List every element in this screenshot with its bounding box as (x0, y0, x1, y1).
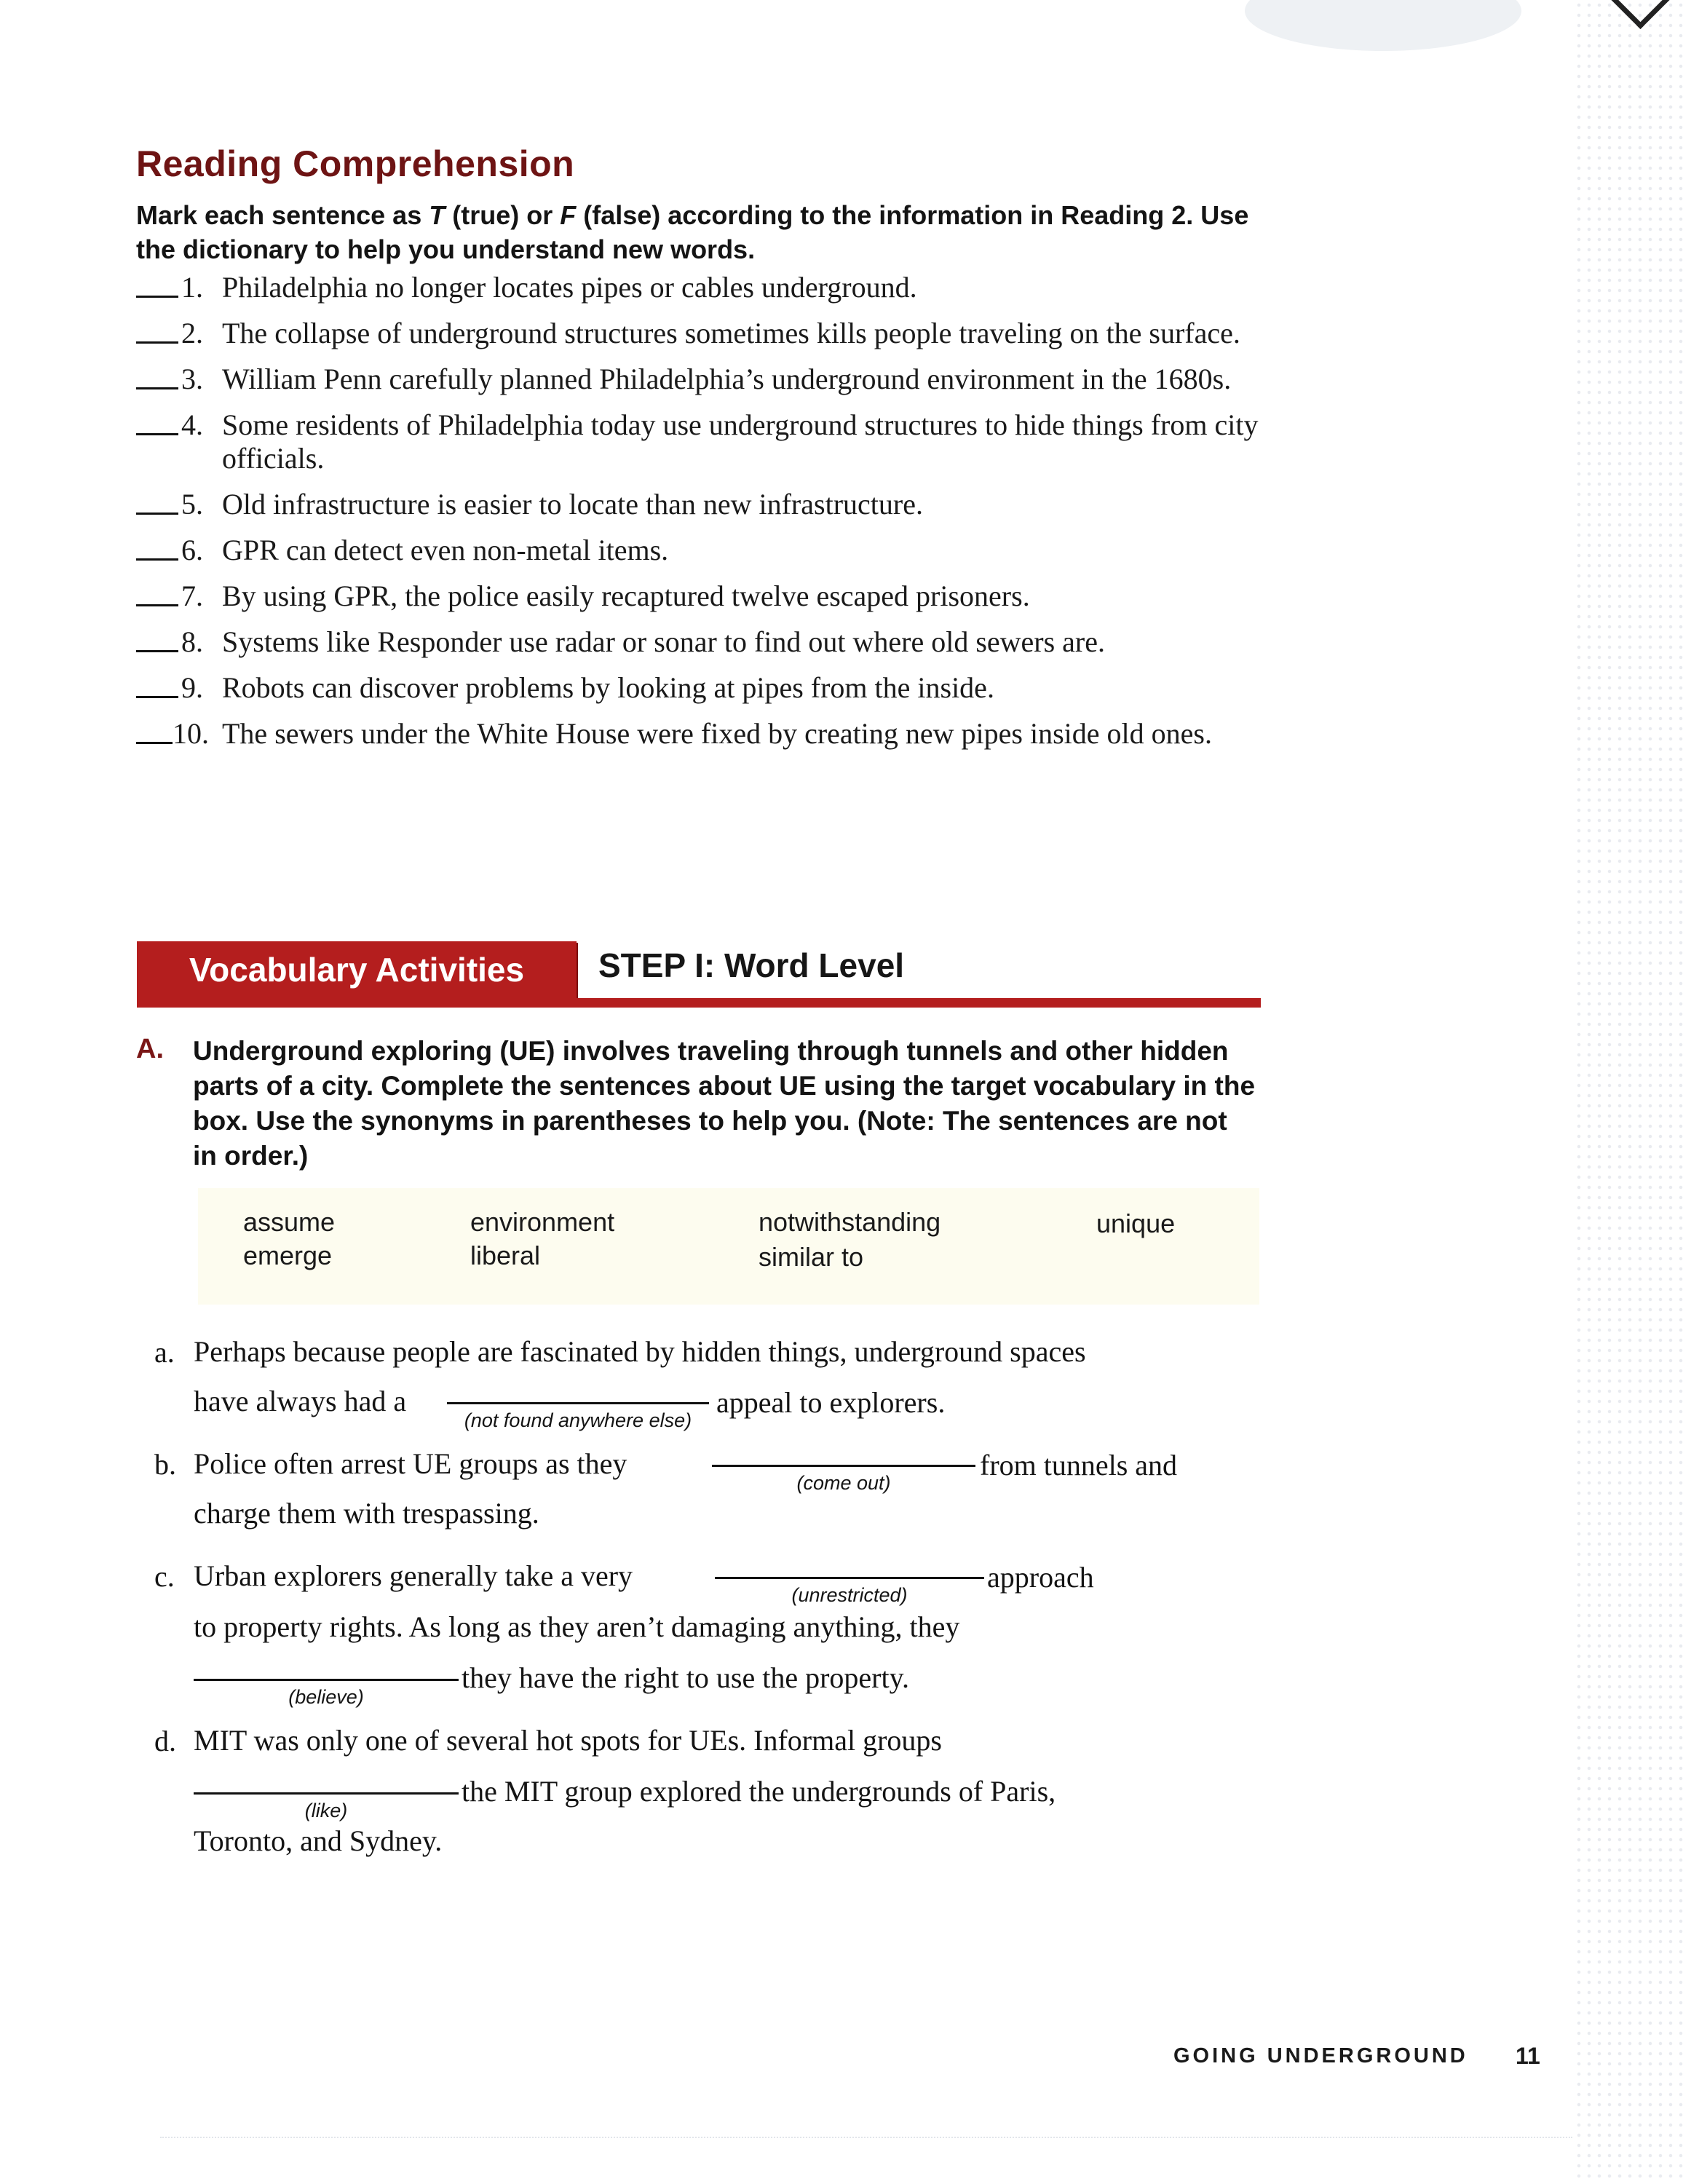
word-box-item: emerge (243, 1241, 333, 1270)
item-number: 2. (181, 317, 203, 349)
question-text: appeal to explorers. (716, 1386, 946, 1419)
item-text: Some residents of Philadelphia today use underground structures to hide things from city officials. (222, 408, 1259, 475)
list-item (136, 317, 1264, 350)
answer-blank[interactable] (136, 650, 178, 652)
page-edge-texture (1574, 0, 1683, 2184)
word-box-item: environment (470, 1207, 615, 1237)
question-text: to property rights. As long as they aren’t damaging anything, they (194, 1610, 960, 1643)
vocabulary-tab-label: Vocabulary Activities (137, 941, 577, 998)
item-text: Old infrastructure is easier to locate than new infrastructure. (222, 488, 923, 521)
instructions-false-letter: F (560, 200, 577, 230)
answer-blank[interactable] (136, 604, 178, 606)
answer-blank[interactable] (136, 558, 178, 561)
instructions-part: Mark each sentence as (136, 200, 429, 230)
instructions-part: (true) or (445, 200, 561, 230)
instructions-part: (false) according to the information in Reading 2. Use the dictionary to help you understand new words. (136, 200, 1249, 264)
synonym-hint: (unrestricted) (791, 1584, 908, 1606)
question-letter: b. (154, 1448, 176, 1481)
item-text: Philadelphia no longer locates pipes or cables underground. (222, 271, 917, 304)
item-number: 4. (181, 408, 203, 441)
list-item (136, 363, 1264, 396)
answer-blank[interactable] (194, 1679, 459, 1681)
word-box-item: liberal (470, 1241, 541, 1270)
bottom-rule (160, 2137, 1572, 2138)
item-number: 9. (181, 671, 203, 704)
question-text: approach (987, 1561, 1094, 1594)
item-number: 3. (181, 363, 203, 395)
question-letter: d. (154, 1725, 176, 1757)
item-number: 10. (173, 717, 209, 750)
answer-blank[interactable] (712, 1465, 975, 1467)
question-text: have always had a (194, 1385, 407, 1417)
word-box-item: notwithstanding (759, 1207, 941, 1237)
answer-blank[interactable] (136, 433, 178, 435)
synonym-hint: (come out) (796, 1472, 891, 1494)
synonym-hint: (like) (304, 1800, 348, 1821)
word-box-item: assume (243, 1207, 336, 1237)
answer-blank[interactable] (136, 742, 173, 744)
item-text: By using GPR, the police easily recaptured twelve escaped prisoners. (222, 579, 1030, 612)
question-letter: c. (154, 1560, 175, 1593)
corner-shadow (1245, 0, 1521, 51)
answer-blank[interactable] (136, 513, 178, 515)
item-number: 7. (181, 579, 203, 612)
list-item (136, 534, 1264, 567)
answer-blank[interactable] (136, 296, 178, 298)
vocabulary-banner (137, 941, 1261, 1005)
item-text: GPR can detect even non-metal items. (222, 534, 669, 566)
question-text: charge them with trespassing. (194, 1497, 539, 1530)
list-item (136, 408, 1264, 475)
word-box-item: unique (1096, 1208, 1176, 1238)
question-text: Toronto, and Sydney. (194, 1824, 443, 1857)
question-text: the MIT group explored the undergrounds of Paris, (462, 1775, 1056, 1808)
word-box (198, 1188, 1259, 1305)
list-item (136, 625, 1264, 659)
section-letter: A. (136, 1034, 164, 1064)
item-number: 8. (181, 625, 203, 658)
answer-blank[interactable] (447, 1402, 709, 1404)
synonym-hint: (not found anywhere else) (464, 1409, 692, 1431)
item-text: The collapse of underground structures sometimes kills people traveling on the surface. (222, 317, 1240, 349)
item-number: 5. (181, 488, 203, 521)
question-text: from tunnels and (980, 1449, 1178, 1481)
true-false-list (136, 271, 1264, 763)
section-title: Reading Comprehension (136, 143, 575, 184)
answer-blank[interactable] (715, 1577, 984, 1579)
question-text: Urban explorers generally take a very (194, 1559, 633, 1592)
question-text: they have the right to use the property. (462, 1661, 909, 1694)
step-label: STEP I: Word Level (598, 946, 905, 984)
question-text: Police often arrest UE groups as they (194, 1447, 627, 1480)
section-instructions: Underground exploring (UE) involves traveling through tunnels and other hidden parts of a city. Complete the sentences about UE using the target vocabulary in the box. Use the synonyms in parentheses to help you. (Note: The sentences are not in order.) (193, 1036, 1256, 1171)
answer-blank[interactable] (194, 1792, 459, 1795)
answer-blank[interactable] (136, 696, 178, 698)
answer-blank[interactable] (136, 341, 178, 344)
item-text: William Penn carefully planned Philadelphia’s underground environment in the 1680s. (222, 363, 1232, 395)
item-number: 6. (181, 534, 203, 566)
list-item (136, 271, 1264, 304)
instructions-true-letter: T (429, 200, 446, 230)
page-number: 11 (1516, 2043, 1540, 2069)
item-text: Systems like Responder use radar or sonar to find out where old sewers are. (222, 625, 1106, 658)
item-text: The sewers under the White House were fixed by creating new pipes inside old ones. (222, 717, 1212, 750)
banner-rule (137, 998, 1261, 1008)
word-box-item: similar to (759, 1242, 864, 1272)
list-item (136, 488, 1264, 521)
synonym-hint: (believe) (288, 1686, 364, 1708)
question-text: Perhaps because people are fascinated by hidden things, underground spaces (194, 1335, 1086, 1368)
item-number: 1. (181, 271, 203, 304)
item-text: Robots can discover problems by looking at pipes from the inside. (222, 671, 994, 704)
footer-chapter-title: GOING UNDERGROUND (1173, 2044, 1468, 2068)
question-letter: a. (154, 1336, 175, 1369)
list-item (136, 579, 1264, 613)
list-item (136, 671, 1264, 705)
list-item (136, 717, 1264, 751)
instructions (136, 198, 1272, 266)
answer-blank[interactable] (136, 387, 178, 389)
question-text: MIT was only one of several hot spots for UEs. Informal groups (194, 1724, 942, 1757)
